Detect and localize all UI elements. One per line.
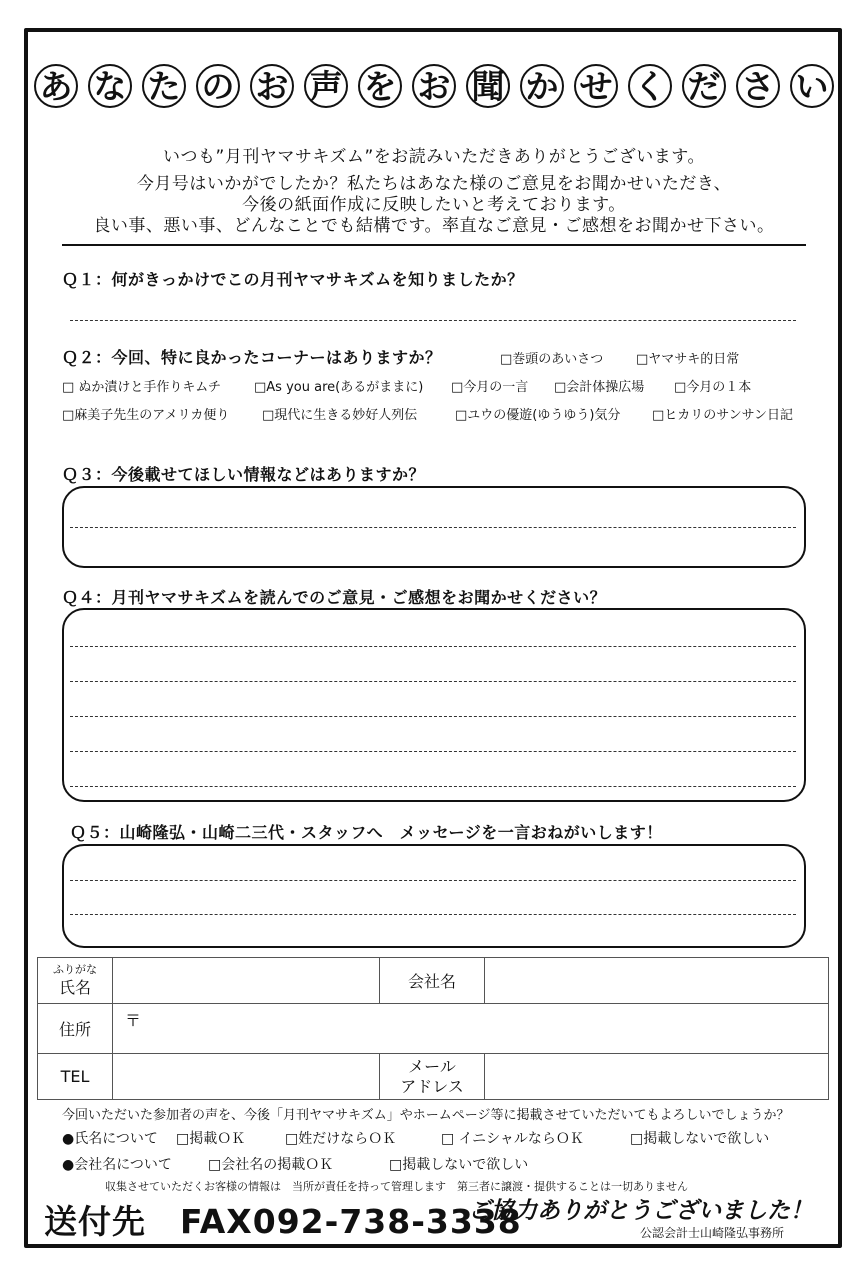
company-field[interactable] (485, 958, 829, 1004)
checkbox-option[interactable]: □巻頭のあいさつ (500, 352, 604, 367)
consent-option[interactable]: □姓だけならＯＫ (285, 1131, 397, 1147)
consent-option[interactable]: □掲載しないで欲しい (630, 1131, 770, 1147)
checkbox-option[interactable]: □ヒカリのサンサン日記 (652, 408, 793, 423)
consent-option[interactable]: □掲載ＯＫ (176, 1131, 246, 1147)
question-4: Ｑ４：月刊ヤマサキズムを読んでのご意見・ご感想をお聞かせください？ (62, 588, 607, 607)
checkbox-option[interactable]: □ ぬか漬けと手作りキムチ (62, 380, 222, 395)
question-3: Ｑ３：今後載せてほしい情報などはありますか？ (62, 465, 426, 484)
consent-question: 今回いただいた参加者の声を、今後「月刊ヤマサキズム」やホームページ等に掲載させていただいてもよろしいでしょうか？ (62, 1108, 790, 1123)
title-char: だ (682, 64, 726, 108)
tel-field[interactable] (113, 1054, 380, 1100)
question-2: Ｑ２：今回、特に良かったコーナーはありますか？ (62, 348, 442, 367)
checkbox-option[interactable]: □麻美子先生のアメリカ便り (62, 408, 230, 423)
company-label: 会社名 (380, 958, 485, 1004)
postal-mark: 〒 (125, 1011, 142, 1030)
intro-line: 今月号はいかがでしたか？私たちはあなた様のご意見をお聞かせいただき、 (136, 174, 732, 194)
address-label-mail: アドレス (400, 1076, 464, 1096)
name-label-cell (38, 958, 113, 1004)
mail-field[interactable] (485, 1054, 829, 1100)
intro-line: いつも”月刊ヤマサキズム”をお読みいただきありがとうございます。 (163, 147, 705, 167)
answer-line (70, 681, 796, 682)
answer-line (70, 716, 796, 717)
intro-line: 良い事、悪い事、どんなことでも結構です。率直なご意見・ご感想をお聞かせ下さい。 (93, 216, 775, 236)
address-field[interactable] (113, 1004, 829, 1054)
mail-label: メール (408, 1057, 456, 1077)
question-1: Ｑ１：何がきっかけでこの月刊ヤマサキズムを知りましたか？ (62, 270, 524, 289)
mail-label-cell (380, 1054, 485, 1100)
title-char: さ (736, 64, 780, 108)
title-char: お (412, 64, 456, 108)
answer-line (70, 751, 796, 752)
office-name: 公認会計士山崎隆弘事務所 (640, 1226, 785, 1240)
checkbox-option[interactable]: □As you are(あるがままに) (254, 380, 424, 395)
consent-option[interactable]: □掲載しないで欲しい (389, 1157, 529, 1173)
title-char: の (196, 64, 240, 108)
title-char: な (88, 64, 132, 108)
divider (62, 244, 806, 246)
consent-option[interactable]: □ イニシャルならＯＫ (441, 1131, 584, 1147)
checkbox-option[interactable]: □会計体操広場 (554, 380, 645, 395)
answer-line (70, 527, 796, 528)
intro-line: 今後の紙面作成に反映したいと考えております。 (242, 195, 626, 215)
checkbox-option[interactable]: □現代に生きる妙好人列伝 (262, 408, 418, 423)
page-title (34, 64, 834, 120)
checkbox-option[interactable]: □ヤマサキ的日常 (636, 352, 740, 367)
company-consent-label: ●会社名について (62, 1157, 172, 1173)
title-char: を (358, 64, 402, 108)
title-char: た (142, 64, 186, 108)
address-label: 住所 (38, 1004, 113, 1054)
title-char: 声 (304, 64, 348, 108)
fax-number: 送付先 FAX092-738-3338 (44, 1202, 522, 1241)
title-char: お (250, 64, 294, 108)
privacy-note: 収集させていただくお客様の情報は 当所が責任を持って管理します 第三者に譲渡・提供することは一切ありません (105, 1180, 688, 1193)
answer-line-q1[interactable] (70, 320, 796, 321)
checkbox-option[interactable]: □今月の１本 (674, 380, 752, 395)
answer-line (70, 646, 796, 647)
title-char: 聞 (466, 64, 510, 108)
answer-line (70, 786, 796, 787)
contact-form (37, 957, 829, 1100)
title-char: い (790, 64, 834, 108)
name-field[interactable] (113, 958, 380, 1004)
answer-box-q4[interactable] (62, 608, 806, 802)
checkbox-option[interactable]: □今月の一言 (451, 380, 529, 395)
name-label: 氏名 (58, 977, 91, 997)
title-char: あ (34, 64, 78, 108)
consent-option[interactable]: □会社名の掲載ＯＫ (208, 1157, 334, 1173)
name-consent-label: ●氏名について (62, 1131, 158, 1147)
answer-box-q5[interactable] (62, 844, 806, 948)
furigana-label: ふりがな (53, 962, 97, 976)
answer-line (70, 914, 796, 915)
thanks-message: ご協力ありがとうございました！ (468, 1198, 813, 1224)
checkbox-option[interactable]: □ユウの優遊(ゆうゆう)気分 (455, 408, 621, 423)
title-char: く (628, 64, 672, 108)
title-char: か (520, 64, 564, 108)
title-char: せ (574, 64, 618, 108)
question-5: Ｑ５：山崎隆弘・山崎二三代・スタッフへ メッセージを一言おねがいします！ (70, 823, 663, 842)
tel-label: TEL (38, 1054, 113, 1100)
answer-line (70, 880, 796, 881)
